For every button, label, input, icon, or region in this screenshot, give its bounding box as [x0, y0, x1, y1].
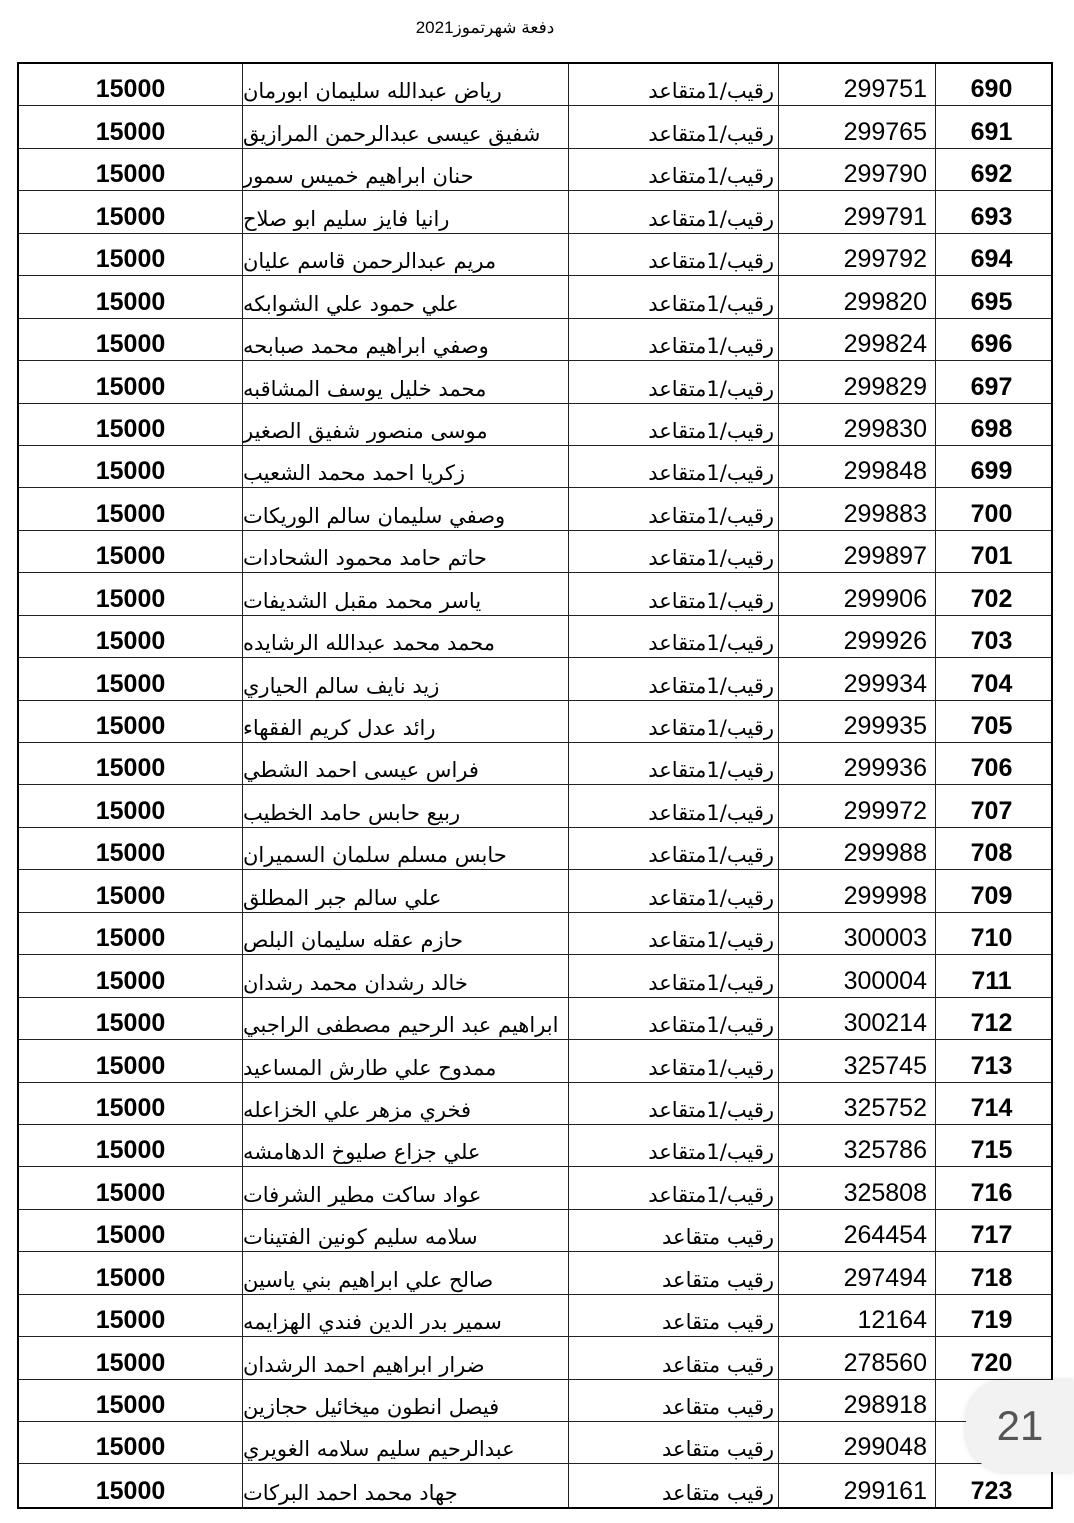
amount-cell: 15000: [19, 1295, 243, 1336]
serial-number-cell: 700: [970, 499, 1013, 528]
name-cell: صالح علي ابراهيم بني ياسين: [243, 1252, 569, 1293]
payment-table: [17, 62, 1053, 1509]
military-id-cell: 264454: [779, 1210, 936, 1251]
rank-cell: رقيب/1متقاعد: [569, 64, 779, 105]
military-id-cell: 299765: [779, 106, 936, 147]
table-row: [19, 488, 1051, 530]
table-row: [19, 1252, 1051, 1294]
table-row: [19, 149, 1051, 191]
rank-cell: رقيب/1متقاعد: [569, 573, 779, 614]
table-row: [19, 701, 1051, 743]
name-cell: ياسر محمد مقبل الشديفات: [243, 573, 569, 614]
table-row: [19, 1210, 1051, 1252]
rank-cell: رقيب/1متقاعد: [569, 616, 779, 657]
rank-cell: رقيب/1متقاعد: [569, 446, 779, 487]
serial-number-cell: 719: [970, 1306, 1013, 1335]
name-cell: ربيع حابس حامد الخطيب: [243, 785, 569, 826]
amount-cell: 15000: [19, 276, 243, 317]
military-id-cell: 300003: [779, 913, 936, 954]
serial-number-cell: 697: [970, 372, 1013, 401]
name-cell: وصفي ابراهيم محمد صبابحه: [243, 319, 569, 360]
serial-number-cell: 694: [970, 245, 1013, 274]
serial-number-cell: 702: [970, 584, 1013, 613]
serial-number-cell: 715: [970, 1136, 1013, 1165]
table-row: [19, 1380, 1051, 1422]
amount-cell: 15000: [19, 573, 243, 614]
name-cell: علي حمود علي الشوابكه: [243, 276, 569, 317]
amount-cell: 15000: [19, 531, 243, 572]
military-id-cell: 299934: [779, 658, 936, 699]
name-cell: خالد رشدان محمد رشدان: [243, 955, 569, 996]
name-cell: رائد عدل كريم الفقهاء: [243, 701, 569, 742]
rank-cell: رقيب متقاعد: [569, 1210, 779, 1251]
rank-cell: رقيب/1متقاعد: [569, 531, 779, 572]
rank-cell: رقيب/1متقاعد: [569, 998, 779, 1039]
table-row: [19, 1422, 1051, 1464]
table-row: [19, 616, 1051, 658]
serial-number-cell: 695: [970, 287, 1013, 316]
serial-number-cell: 709: [970, 881, 1013, 910]
document-title: دفعة شهرتموز2021: [415, 18, 555, 37]
serial-number-cell: 696: [970, 330, 1013, 359]
military-id-cell: 300214: [779, 998, 936, 1039]
table-row: [19, 361, 1051, 403]
military-id-cell: 325745: [779, 1040, 936, 1081]
military-id-cell: 299830: [779, 404, 936, 445]
military-id-cell: 299988: [779, 828, 936, 869]
table-row: [19, 743, 1051, 785]
amount-cell: 15000: [19, 1167, 243, 1208]
amount-cell: 15000: [19, 743, 243, 784]
rank-cell: رقيب/1متقاعد: [569, 955, 779, 996]
amount-cell: 15000: [19, 1252, 243, 1293]
name-cell: ممدوح علي طارش المساعيد: [243, 1040, 569, 1081]
military-id-cell: 299926: [779, 616, 936, 657]
name-cell: ابراهيم عبد الرحيم مصطفى الراجبي: [243, 998, 569, 1039]
serial-number-cell: 716: [970, 1178, 1013, 1207]
name-cell: زيد نايف سالم الحياري: [243, 658, 569, 699]
name-cell: علي جزاع صليوخ الدهامشه: [243, 1125, 569, 1166]
name-cell: موسى منصور شفيق الصغير: [243, 404, 569, 445]
name-cell: حاتم حامد محمود الشحادات: [243, 531, 569, 572]
name-cell: محمد خليل يوسف المشاقبه: [243, 361, 569, 402]
amount-cell: 15000: [19, 658, 243, 699]
amount-cell: 15000: [19, 1210, 243, 1251]
table-row: [19, 870, 1051, 912]
military-id-cell: 299791: [779, 191, 936, 232]
amount-cell: 15000: [19, 446, 243, 487]
military-id-cell: 299897: [779, 531, 936, 572]
military-id-cell: 299820: [779, 276, 936, 317]
military-id-cell: 299936: [779, 743, 936, 784]
name-cell: مريم عبدالرحمن قاسم عليان: [243, 234, 569, 275]
amount-cell: 15000: [19, 488, 243, 529]
amount-cell: 15000: [19, 1337, 243, 1378]
serial-number-cell: 691: [970, 117, 1013, 146]
name-cell: عواد ساكت مطير الشرفات: [243, 1167, 569, 1208]
amount-cell: 15000: [19, 701, 243, 742]
rank-cell: رقيب/1متقاعد: [569, 1167, 779, 1208]
name-cell: حابس مسلم سلمان السميران: [243, 828, 569, 869]
name-cell: علي سالم جبر المطلق: [243, 870, 569, 911]
table-row: [19, 319, 1051, 361]
table-row: [19, 573, 1051, 615]
rank-cell: رقيب/1متقاعد: [569, 870, 779, 911]
serial-number-cell: 720: [970, 1348, 1013, 1377]
amount-cell: 15000: [19, 616, 243, 657]
amount-cell: 15000: [19, 319, 243, 360]
name-cell: حازم عقله سليمان البلص: [243, 913, 569, 954]
amount-cell: 15000: [19, 64, 243, 105]
military-id-cell: 299792: [779, 234, 936, 275]
rank-cell: رقيب/1متقاعد: [569, 319, 779, 360]
table-row: [19, 1464, 1051, 1506]
name-cell: وصفي سليمان سالم الوريكات: [243, 488, 569, 529]
table-row: [19, 828, 1051, 870]
name-cell: فيصل انطون ميخائيل حجازين: [243, 1380, 569, 1421]
amount-cell: 15000: [19, 1380, 243, 1421]
rank-cell: رقيب/1متقاعد: [569, 743, 779, 784]
rank-cell: رقيب/1متقاعد: [569, 701, 779, 742]
name-cell: جهاد محمد احمد البركات: [243, 1464, 569, 1506]
serial-number-cell: 698: [970, 414, 1013, 443]
military-id-cell: 299790: [779, 149, 936, 190]
military-id-cell: 297494: [779, 1252, 936, 1293]
serial-number-cell: 723: [970, 1476, 1013, 1505]
serial-number-cell: 703: [970, 627, 1013, 656]
serial-number-cell: 708: [970, 839, 1013, 868]
name-cell: زكريا احمد محمد الشعيب: [243, 446, 569, 487]
name-cell: سمير بدر الدين فندي الهزايمه: [243, 1295, 569, 1336]
amount-cell: 15000: [19, 955, 243, 996]
table-row: [19, 404, 1051, 446]
serial-number-cell: 705: [970, 712, 1013, 740]
table-row: [19, 913, 1051, 955]
amount-cell: 15000: [19, 913, 243, 954]
military-id-cell: 325752: [779, 1083, 936, 1124]
military-id-cell: 298918: [779, 1380, 936, 1421]
rank-cell: رقيب/1متقاعد: [569, 1040, 779, 1081]
amount-cell: 15000: [19, 1040, 243, 1081]
military-id-cell: 299906: [779, 573, 936, 614]
rank-cell: رقيب متقاعد: [569, 1337, 779, 1378]
table-row: [19, 785, 1051, 827]
military-id-cell: 299829: [779, 361, 936, 402]
serial-number-cell: 710: [970, 924, 1013, 953]
serial-number-cell: 706: [970, 754, 1013, 783]
rank-cell: رقيب متقاعد: [569, 1464, 779, 1506]
name-cell: ضرار ابراهيم احمد الرشدان: [243, 1337, 569, 1378]
table-row: [19, 1040, 1051, 1082]
rank-cell: رقيب/1متقاعد: [569, 828, 779, 869]
amount-cell: 15000: [19, 828, 243, 869]
amount-cell: 15000: [19, 1083, 243, 1124]
military-id-cell: 325808: [779, 1167, 936, 1208]
name-cell: رياض عبدالله سليمان ابورمان: [243, 64, 569, 105]
table-row: [19, 1083, 1051, 1125]
table-row: [19, 1337, 1051, 1379]
table-row: [19, 955, 1051, 997]
amount-cell: 15000: [19, 149, 243, 190]
table-row: [19, 191, 1051, 233]
amount-cell: 15000: [19, 1464, 243, 1506]
amount-cell: 15000: [19, 361, 243, 402]
serial-number-cell: 707: [970, 796, 1013, 825]
military-id-cell: 299935: [779, 701, 936, 742]
serial-number-cell: 713: [970, 1051, 1013, 1080]
military-id-cell: 278560: [779, 1337, 936, 1378]
serial-number-cell: 690: [970, 75, 1013, 104]
military-id-cell: 299161: [779, 1464, 936, 1506]
rank-cell: رقيب/1متقاعد: [569, 276, 779, 317]
serial-number-cell: 711: [971, 966, 1012, 995]
amount-cell: 15000: [19, 998, 243, 1039]
name-cell: فراس عيسى احمد الشطي: [243, 743, 569, 784]
rank-cell: رقيب/1متقاعد: [569, 404, 779, 445]
military-id-cell: 299848: [779, 446, 936, 487]
military-id-cell: 325786: [779, 1125, 936, 1166]
serial-number-cell: 704: [970, 669, 1013, 698]
name-cell: محمد محمد عبدالله الرشايده: [243, 616, 569, 657]
name-cell: رانيا فايز سليم ابو صلاح: [243, 191, 569, 232]
table-row: [19, 234, 1051, 276]
name-cell: حنان ابراهيم خميس سمور: [243, 149, 569, 190]
amount-cell: 15000: [19, 106, 243, 147]
name-cell: سلامه سليم كونين الفتينات: [243, 1210, 569, 1251]
rank-cell: رقيب/1متقاعد: [569, 191, 779, 232]
military-id-cell: 299751: [779, 64, 936, 105]
table-row: [19, 1167, 1051, 1209]
rank-cell: رقيب/1متقاعد: [569, 361, 779, 402]
amount-cell: 15000: [19, 1422, 243, 1463]
table-row: [19, 276, 1051, 318]
rank-cell: رقيب/1متقاعد: [569, 234, 779, 275]
amount-cell: 15000: [19, 870, 243, 911]
rank-cell: رقيب/1متقاعد: [569, 913, 779, 954]
serial-number-cell: 692: [970, 160, 1013, 189]
table-row: [19, 531, 1051, 573]
military-id-cell: 299048: [779, 1422, 936, 1463]
amount-cell: 15000: [19, 1125, 243, 1166]
serial-number-cell: 717: [970, 1221, 1013, 1250]
military-id-cell: 299972: [779, 785, 936, 826]
rank-cell: رقيب/1متقاعد: [569, 658, 779, 699]
serial-number-cell: 699: [970, 457, 1013, 486]
amount-cell: 15000: [19, 404, 243, 445]
table-row: [19, 1125, 1051, 1167]
table-row: [19, 106, 1051, 148]
table-row: [19, 1295, 1051, 1337]
rank-cell: رقيب متقاعد: [569, 1252, 779, 1293]
table-row: [19, 998, 1051, 1040]
amount-cell: 15000: [19, 234, 243, 275]
military-id-cell: 299883: [779, 488, 936, 529]
military-id-cell: 300004: [779, 955, 936, 996]
table-row: [19, 446, 1051, 488]
serial-number-cell: 718: [970, 1263, 1013, 1292]
rank-cell: رقيب/1متقاعد: [569, 106, 779, 147]
rank-cell: رقيب/1متقاعد: [569, 785, 779, 826]
rank-cell: رقيب/1متقاعد: [569, 488, 779, 529]
military-id-cell: 12164: [779, 1295, 936, 1336]
page-number-badge[interactable]: 21: [966, 1380, 1074, 1472]
serial-number-cell: 693: [970, 202, 1013, 231]
name-cell: عبدالرحيم سليم سلامه الغويري: [243, 1422, 569, 1463]
military-id-cell: 299824: [779, 319, 936, 360]
rank-cell: رقيب متقاعد: [569, 1295, 779, 1336]
table-row: [19, 658, 1051, 700]
rank-cell: رقيب/1متقاعد: [569, 1083, 779, 1124]
rank-cell: رقيب متقاعد: [569, 1380, 779, 1421]
amount-cell: 15000: [19, 785, 243, 826]
table-row: [19, 64, 1051, 106]
serial-number-cell: 712: [970, 1009, 1013, 1038]
name-cell: شفيق عيسى عبدالرحمن المرازيق: [243, 106, 569, 147]
name-cell: فخري مزهر علي الخزاعله: [243, 1083, 569, 1124]
rank-cell: رقيب/1متقاعد: [569, 1125, 779, 1166]
amount-cell: 15000: [19, 191, 243, 232]
serial-number-cell: 701: [970, 542, 1013, 571]
military-id-cell: 299998: [779, 870, 936, 911]
rank-cell: رقيب/1متقاعد: [569, 149, 779, 190]
serial-number-cell: 714: [970, 1093, 1013, 1122]
rank-cell: رقيب متقاعد: [569, 1422, 779, 1463]
